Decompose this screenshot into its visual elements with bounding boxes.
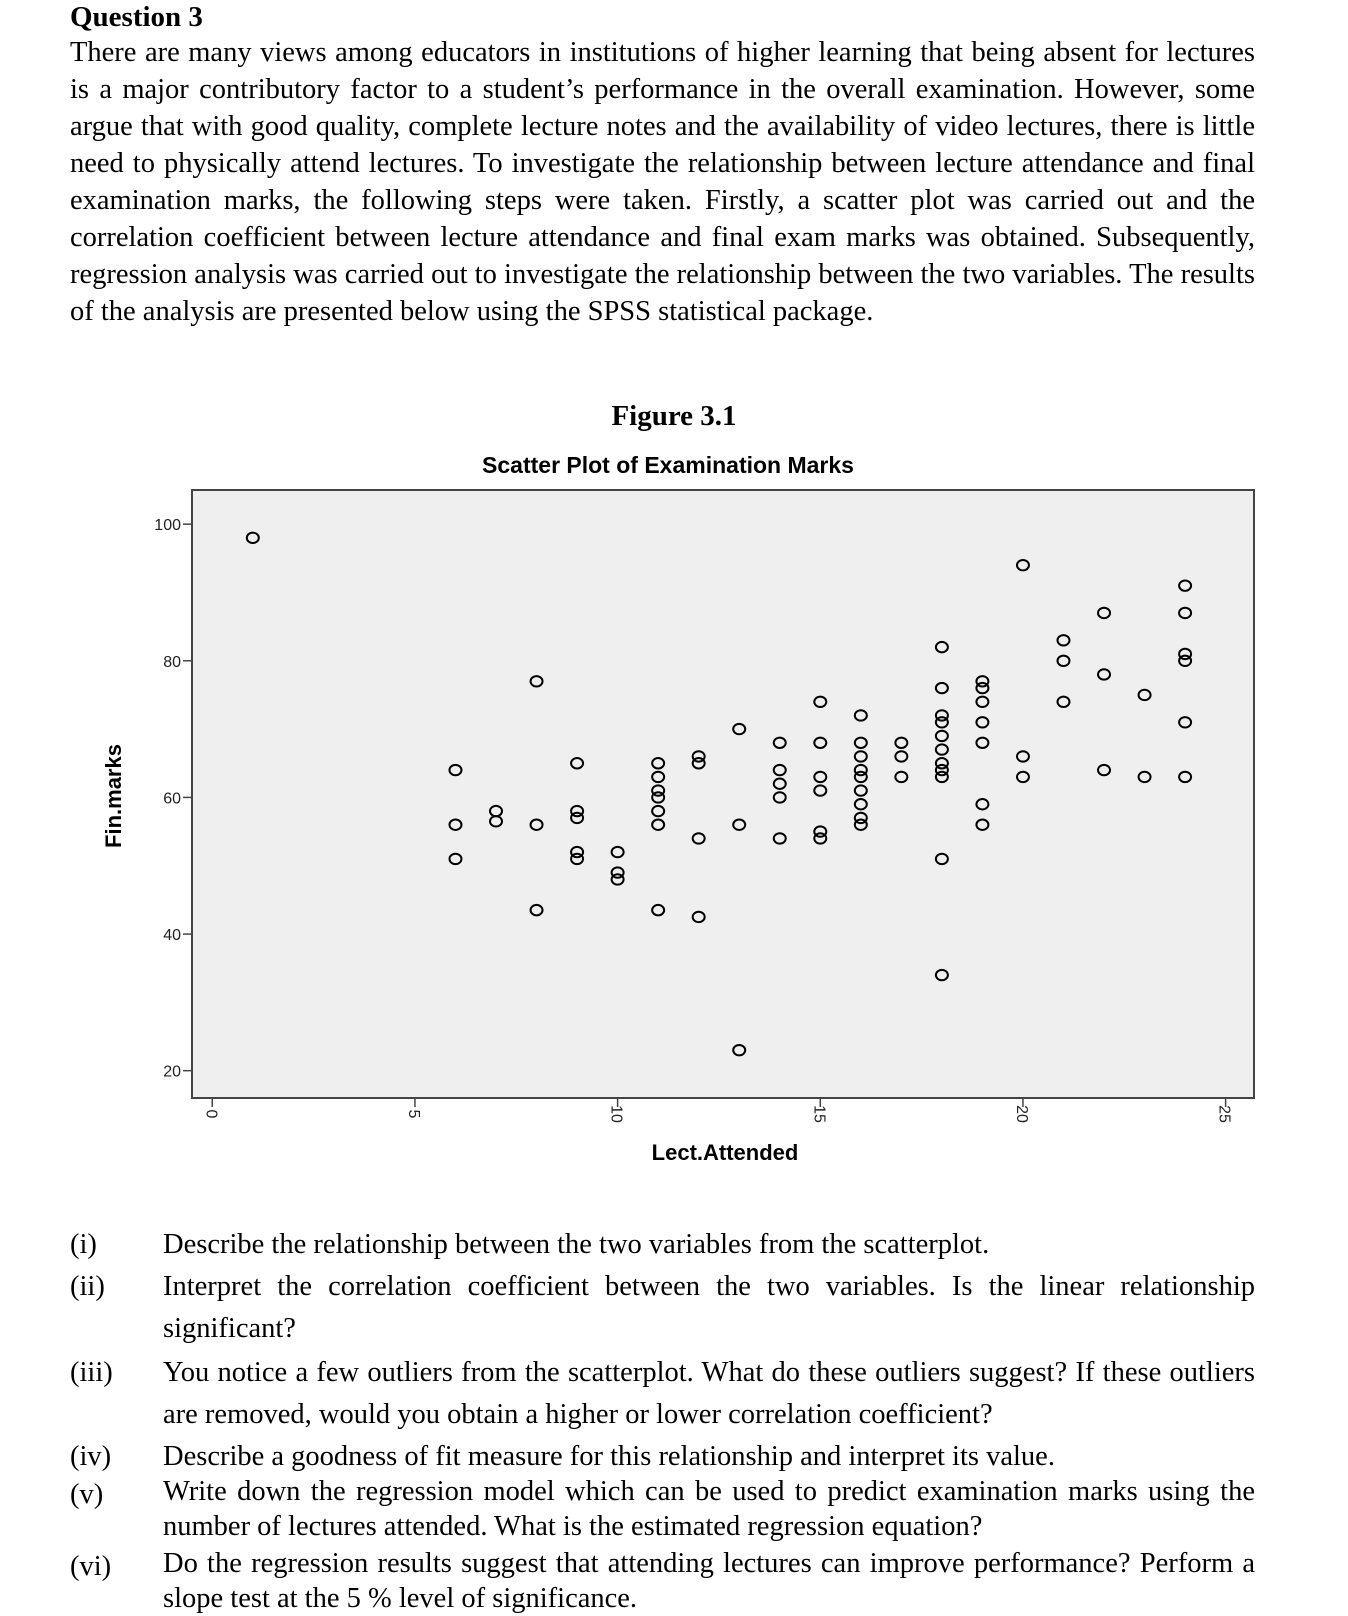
subquestion-text: You notice a few outliers from the scatterplot. What do these outliers suggest? If these outliers are removed, would you obtain a higher or lower correlation coefficient?: [163, 1357, 1255, 1430]
subquestion-text: Write down the regression model which can be used to predict examination marks using the number of lectures attended. What is the estimated regression equation?: [163, 1476, 1255, 1542]
scatter-chart: [0, 450, 1348, 1170]
x-tick-label: 15: [810, 1105, 828, 1123]
subquestion-text: Describe the relationship between the two variables from the scatterplot.: [163, 1229, 990, 1260]
y-tick-label: 20: [163, 1063, 181, 1081]
x-tick-label: 20: [1012, 1105, 1030, 1123]
x-tick-label: 25: [1215, 1105, 1233, 1123]
subquestion-text: Describe a goodness of fit measure for this relationship and interpret its value.: [163, 1441, 1055, 1472]
x-tick-label: 10: [607, 1105, 625, 1123]
question-intro: There are many views among educators in institutions of higher learning that being absent for lectures is a major contributory factor to a student’s performance in the overall examination. However, some argue that with good quality, complete lecture notes and the availability of video lectures, there is little need to physically attend lectures. To investigate the relationship between lecture attendance and final examination marks, the following steps were taken. Firstly, a scatter plot was carried out and the correlation coefficient between lecture attendance and final exam marks was obtained. Subsequently, regression analysis was carried out to investigate the relationship between the two variables. The results of the analysis are presented below using the SPSS statistical package.: [70, 37, 1255, 327]
y-axis-label: Fin.marks: [101, 744, 126, 848]
question-heading: Question 3: [70, 1, 203, 33]
subquestion-number: (vi): [70, 1551, 112, 1582]
y-tick-label: 80: [163, 653, 181, 671]
subquestion-number: (ii): [70, 1271, 105, 1302]
y-tick-label: 40: [163, 927, 181, 945]
subquestion-text: Do the regression results suggest that attending lectures can improve performance? Perform a slope test at the 5 % level of significance.: [163, 1548, 1255, 1614]
subquestion-number: (i): [70, 1229, 97, 1260]
plot-area: [192, 490, 1254, 1098]
chart-title: Scatter Plot of Examination Marks: [482, 452, 854, 478]
x-axis-label: Lect.Attended: [651, 1140, 799, 1165]
x-tick-label: 5: [404, 1109, 422, 1119]
y-tick-label: 100: [154, 517, 181, 535]
y-tick-label: 60: [163, 790, 181, 808]
x-tick-label: 0: [202, 1109, 220, 1119]
subquestion-number: (v): [70, 1479, 104, 1510]
subquestion-number: (iv): [70, 1441, 112, 1472]
figure-caption: Figure 3.1: [611, 400, 737, 432]
subquestion-number: (iii): [70, 1357, 113, 1388]
subquestion-text: Interpret the correlation coefficient between the two variables. Is the linear relationship significant?: [163, 1271, 1255, 1344]
